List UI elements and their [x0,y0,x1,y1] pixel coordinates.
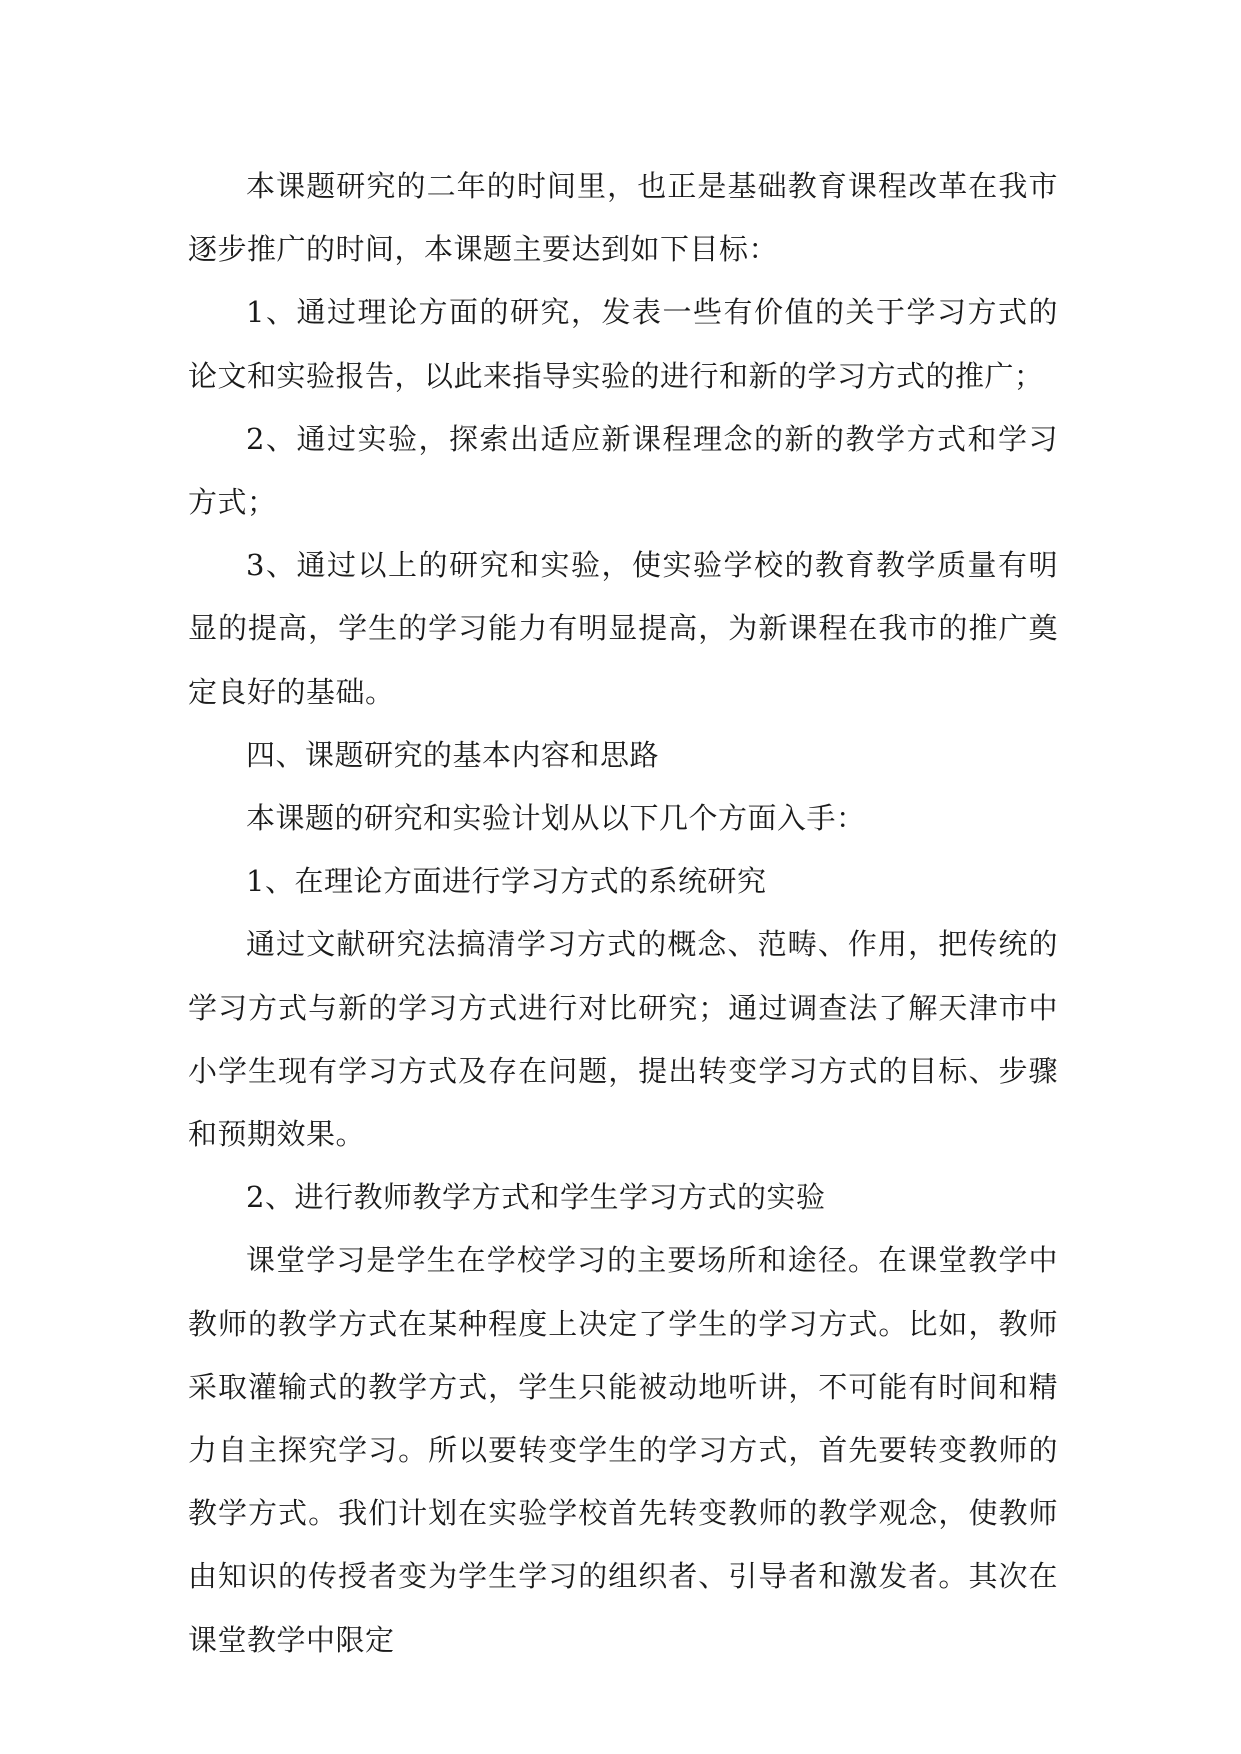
paragraph-goal-1: 1、通过理论方面的研究，发表一些有价值的关于学习方式的论文和实验报告，以此来指导实验的进行和新的学习方式的推广； [188,295,1058,393]
paragraph-goal-2: 2、通过实验，探索出适应新课程理念的新的教学方式和学习方式； [188,421,1058,520]
paragraph-goals-intro: 本课题研究的二年的时间里，也正是基础教育课程改革在我市逐步推广的时间，本课题主要达到如下目标： [188,169,1058,267]
paragraph-classroom: 课堂学习是学生在学校学习的主要场所和途径。在课堂教学中教师的教学方式在某种程度上决定了学生的学习方式。比如，教师采取灌输式的教学方式，学生只能被动地听讲，不可能有时间和精力自主探究学习。所以要转变学生的学习方式，首先要转变教师的教学方式。我们计划在实验学校首先转变教师的教学观念，使教师由知识的传授者变为学生学习的组织者、引导者和激发者。其次在课堂教学中限定 [188,1243,1058,1657]
section-heading-4: 四、课题研究的基本内容和思路 [246,737,660,772]
paragraph-goal-3: 3、通过以上的研究和实验，使实验学校的教育教学质量有明显的提高，学生的学习能力有明显提高，为新课程在我市的推广奠定良好的基础。 [188,548,1058,709]
subheading-2: 2、进行教师教学方式和学生学习方式的实验 [246,1180,826,1215]
subheading-1: 1、在理论方面进行学习方式的系统研究 [246,864,767,899]
document-body [188,155,1058,1672]
paragraph-theory: 通过文献研究法搞清学习方式的概念、范畴、作用，把传统的学习方式与新的学习方式进行对比研究；通过调查法了解天津市中小学生现有学习方式及存在问题，提出转变学习方式的目标、步骤和预期效果。 [188,927,1058,1152]
paragraph-plan-intro: 本课题的研究和实验计划从以下几个方面入手： [246,801,866,836]
